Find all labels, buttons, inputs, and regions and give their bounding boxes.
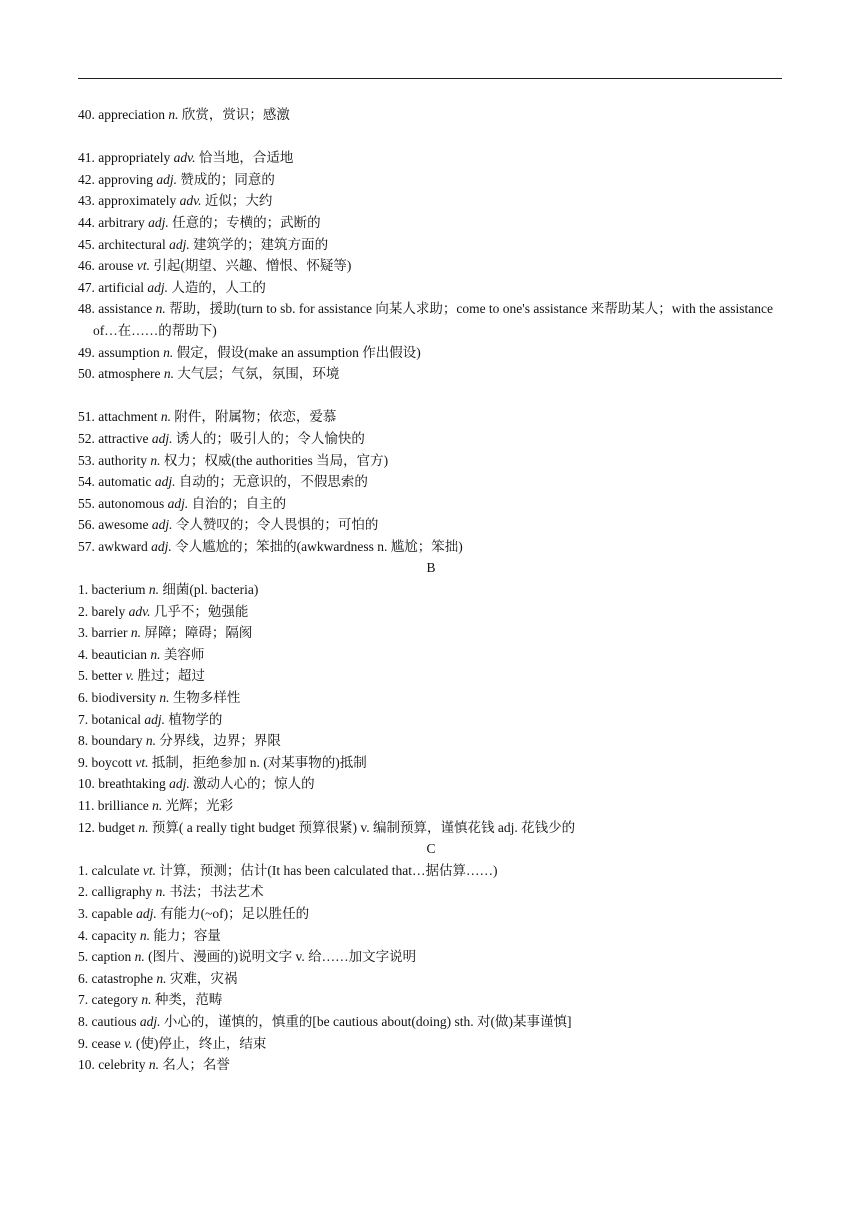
entry-definition: 生物多样性 <box>172 690 241 706</box>
entry-number: 1. <box>78 582 89 598</box>
entry-pos: n. <box>160 409 171 425</box>
entry-pos: vt. <box>135 754 149 770</box>
entry-number: 42. <box>78 171 95 187</box>
entry-definition: (图片、漫画的)说明文字 v. 给……加文字说明 <box>148 949 417 965</box>
entry-definition: 自治的；自主的 <box>191 495 287 511</box>
entry-definition: 令人尴尬的；笨拙的(awkwardness n. 尴尬；笨拙) <box>175 538 463 554</box>
entry-pos: n. <box>141 992 152 1008</box>
entry-definition: 恰当地，合适地 <box>198 150 294 166</box>
entry-word: atmosphere <box>98 366 161 382</box>
vocab-entry <box>78 342 784 364</box>
entry-definition: 光辉；光彩 <box>165 798 234 813</box>
entry-number: 41. <box>78 150 95 166</box>
entry-definition: 细菌(pl. bacteria) <box>162 582 259 598</box>
vocab-entry <box>78 169 784 191</box>
entry-definition: 令人赞叹的；令人畏惧的；可怕的 <box>175 517 379 533</box>
entry-definition: 引起(期望、兴趣、憎恨、怀疑等) <box>153 258 352 274</box>
entry-pos: adj. <box>147 279 168 295</box>
entry-number: 53. <box>78 452 95 468</box>
entry-definition: 帮助，援助(turn to sb. for assistance 向某人求助；come to one's assistance 来帮助某人；with the assistance of…在……的帮助下) <box>93 301 773 338</box>
entry-pos: vt. <box>142 862 156 878</box>
entry-number: 12. <box>78 819 95 835</box>
vocab-entry <box>78 428 784 450</box>
entry-pos: adj. <box>148 214 169 230</box>
entry-number: 6. <box>78 690 89 706</box>
entry-definition: 权力；权威(the authorities 当局，官方) <box>163 452 389 468</box>
vocab-entry <box>78 212 784 234</box>
entry-definition: 赞成的；同意的 <box>180 171 275 187</box>
entry-word: botanical <box>91 711 141 727</box>
entry-pos: n. <box>150 646 161 662</box>
entry-pos: n. <box>148 1057 159 1073</box>
entry-pos: adj. <box>144 711 165 727</box>
vocab-entry <box>78 903 784 925</box>
entry-number: 7. <box>78 992 89 1008</box>
entry-definition: 几乎不；勉强能 <box>153 603 249 619</box>
entry-pos: adj. <box>136 905 157 921</box>
vocab-entry <box>78 514 784 536</box>
vocab-entry <box>78 363 784 385</box>
entry-definition: 抵制，拒绝参加 n. (对某事物的)抵制 <box>151 754 367 770</box>
entry-definition: 欣赏，赏识；感激 <box>181 107 290 122</box>
entry-definition: 灾难，灾祸 <box>169 970 238 986</box>
entry-number: 10. <box>78 1057 95 1073</box>
entry-definition: 书法；书法艺术 <box>169 884 264 900</box>
entry-definition: 任意的；专横的；武断的 <box>172 214 321 230</box>
entry-word: boycott <box>91 754 132 770</box>
entry-pos: adj. <box>151 517 173 533</box>
entry-number: 46. <box>78 258 95 274</box>
entry-definition: 胜过；超过 <box>137 668 205 684</box>
vocab-entry <box>78 968 784 990</box>
entry-word: attractive <box>98 430 149 446</box>
entry-word: cautious <box>91 1013 137 1029</box>
vocab-entry <box>78 255 784 277</box>
entry-definition: 人造的，人工的 <box>171 279 266 295</box>
entry-definition: 激动人心的；惊人的 <box>193 776 315 792</box>
vocab-entry <box>78 665 784 687</box>
entry-pos: adj. <box>154 474 176 490</box>
entry-pos: v. <box>125 668 134 684</box>
entry-number: 9. <box>78 1035 89 1051</box>
entry-word: barrier <box>91 625 128 641</box>
entry-pos: n. <box>155 301 166 317</box>
entry-pos: adj. <box>169 776 190 792</box>
entry-number: 1. <box>78 862 89 878</box>
entry-word: breathtaking <box>98 776 166 792</box>
entry-pos: n. <box>150 452 161 468</box>
entry-number: 45. <box>78 236 95 252</box>
entry-pos: n. <box>163 344 174 360</box>
entry-number: 55. <box>78 495 95 511</box>
entry-pos: n. <box>168 107 179 122</box>
vocab-entry <box>78 946 784 968</box>
entry-number: 11. <box>78 798 95 813</box>
entry-word: barely <box>91 603 126 619</box>
vocab-entry <box>78 234 784 256</box>
entry-pos: n. <box>163 366 174 382</box>
entry-word: awkward <box>98 538 148 554</box>
entry-number: 2. <box>78 884 89 900</box>
vocab-entry <box>78 601 784 623</box>
entry-number: 4. <box>78 646 89 662</box>
entry-word: arouse <box>98 258 134 274</box>
entry-pos: vt. <box>136 258 150 274</box>
entry-number: 3. <box>78 625 89 641</box>
section-heading-b: B <box>426 560 436 576</box>
entry-word: assistance <box>98 301 153 317</box>
vocab-entry <box>78 450 784 472</box>
entry-pos: n. <box>130 625 141 641</box>
entry-definition: 附件，附属物；依恋，爱慕 <box>174 409 337 425</box>
entry-definition: 名人；名誉 <box>162 1057 230 1073</box>
entry-pos: n. <box>159 690 170 706</box>
entry-word: calligraphy <box>91 884 153 900</box>
entry-definition: 种类，范畴 <box>154 992 223 1008</box>
entry-pos: n. <box>145 733 156 749</box>
entry-number: 7. <box>78 711 89 727</box>
entry-pos: n. <box>134 949 145 965</box>
entry-pos: v. <box>124 1035 133 1051</box>
entry-definition: 诱人的；吸引人的；令人愉快的 <box>175 430 365 446</box>
vocab-entry <box>78 752 784 774</box>
entry-word: assumption <box>98 344 160 360</box>
entry-word: autonomous <box>98 495 165 511</box>
vocab-entry <box>78 536 784 558</box>
entry-number: 5. <box>78 949 89 965</box>
entry-definition: 有能力(~of)；足以胜任的 <box>160 905 310 921</box>
vocab-entry <box>78 1054 784 1076</box>
entry-definition: 自动的；无意识的，不假思索的 <box>178 474 368 490</box>
entry-number: 40. <box>78 107 95 122</box>
vocab-entry <box>78 147 784 169</box>
entry-number: 47. <box>78 279 95 295</box>
entry-pos: n. <box>156 970 167 986</box>
vocab-entry <box>78 881 784 903</box>
vocab-entry <box>78 1033 784 1055</box>
entry-word: boundary <box>91 733 143 749</box>
entry-word: catastrophe <box>91 970 153 986</box>
vocab-entry <box>78 1011 784 1033</box>
entry-number: 8. <box>78 1013 89 1029</box>
vocab-entry <box>78 104 784 126</box>
vocab-entry <box>78 709 784 731</box>
entry-word: architectural <box>98 236 166 252</box>
entry-word: capable <box>91 905 133 921</box>
entry-word: biodiversity <box>91 690 156 706</box>
entry-number: 5. <box>78 668 89 684</box>
vocabulary-list <box>78 104 784 1076</box>
entry-word: appropriately <box>98 150 171 166</box>
entry-word: category <box>91 992 138 1008</box>
entry-number: 49. <box>78 344 95 360</box>
entry-definition: (使)停止，终止，结束 <box>135 1035 267 1051</box>
entry-definition: 建筑学的；建筑方面的 <box>193 236 329 252</box>
entry-number: 56. <box>78 517 95 533</box>
entry-word: attachment <box>98 409 158 425</box>
entry-word: beautician <box>91 646 147 662</box>
group-spacer <box>78 385 784 407</box>
entry-word: authority <box>98 452 147 468</box>
vocab-entry <box>78 730 784 752</box>
entry-definition: 大气层；气氛，氛围，环境 <box>177 366 340 382</box>
entry-word: automatic <box>98 474 152 490</box>
entry-word: approximately <box>98 193 177 209</box>
entry-number: 6. <box>78 970 89 986</box>
entry-pos: adj. <box>169 236 190 252</box>
entry-word: better <box>91 668 123 684</box>
entry-definition: 小心的，谨慎的，慎重的[be cautious about(doing) sth. 对(做)某事谨慎] <box>163 1013 572 1029</box>
entry-word: celebrity <box>98 1057 146 1073</box>
entry-pos: n. <box>155 884 166 900</box>
vocab-entry <box>78 493 784 515</box>
entry-number: 54. <box>78 474 95 490</box>
entry-definition: 假定，假设(make an assumption 作出假设) <box>176 344 421 360</box>
entry-number: 4. <box>78 927 89 943</box>
entry-pos: n. <box>148 582 159 598</box>
entry-number: 52. <box>78 430 95 446</box>
group-spacer <box>78 126 784 148</box>
entry-number: 9. <box>78 754 89 770</box>
vocab-entry <box>78 579 784 601</box>
vocab-entry <box>78 622 784 644</box>
vocab-entry <box>78 687 784 709</box>
vocab-entry <box>78 925 784 947</box>
entry-definition: 屏障；障碍；隔阂 <box>144 625 253 641</box>
entry-pos: adj. <box>151 538 172 554</box>
entry-number: 10. <box>78 776 95 792</box>
header-rule <box>78 78 782 79</box>
vocab-entry <box>78 471 784 493</box>
vocab-entry <box>78 298 784 341</box>
entry-pos: adv. <box>128 603 151 619</box>
entry-word: arbitrary <box>98 214 145 230</box>
entry-number: 57. <box>78 538 95 554</box>
vocab-entry <box>78 190 784 212</box>
entry-word: artificial <box>98 279 144 295</box>
entry-word: appreciation <box>98 107 165 122</box>
entry-pos: adj. <box>139 1013 161 1029</box>
entry-pos: n. <box>139 927 150 943</box>
vocab-entry <box>78 795 784 817</box>
entry-number: 3. <box>78 905 89 921</box>
vocab-entry <box>78 773 784 795</box>
entry-word: cease <box>91 1035 121 1051</box>
entry-definition: 预算( a really tight budget 预算很紧) v. 编制预算，谨慎花钱 adj. 花钱少的 <box>151 819 576 835</box>
vocab-entry <box>78 406 784 428</box>
entry-pos: adv. <box>173 150 196 166</box>
entry-definition: 能力；容量 <box>153 927 221 943</box>
entry-word: brilliance <box>97 798 149 813</box>
entry-definition: 美容师 <box>163 646 205 662</box>
entry-word: capacity <box>91 927 137 943</box>
entry-pos: adj. <box>156 171 178 187</box>
entry-word: awesome <box>98 517 149 533</box>
vocab-entry <box>78 989 784 1011</box>
entry-word: approving <box>98 171 153 187</box>
entry-number: 8. <box>78 733 89 749</box>
entry-pos: n. <box>152 798 163 813</box>
vocab-entry <box>78 860 784 882</box>
section-heading-c: C <box>426 841 436 857</box>
vocab-entry <box>78 644 784 666</box>
entry-word: calculate <box>91 862 140 878</box>
entry-number: 43. <box>78 193 95 209</box>
entry-definition: 分界线，边界；界限 <box>159 733 281 749</box>
entry-number: 48. <box>78 301 95 317</box>
entry-pos: adj. <box>167 495 189 511</box>
entry-number: 51. <box>78 409 95 425</box>
entry-pos: adv. <box>179 193 202 209</box>
entry-number: 2. <box>78 603 89 619</box>
entry-number: 50. <box>78 366 95 382</box>
entry-definition: 近似；大约 <box>204 193 273 209</box>
entry-definition: 计算，预测；估计(It has been calculated that…据估算……) <box>159 862 498 878</box>
entry-word: caption <box>91 949 132 965</box>
vocab-entry <box>78 277 784 299</box>
entry-pos: adj. <box>151 430 173 446</box>
entry-word: budget <box>98 819 135 835</box>
entry-number: 44. <box>78 214 95 230</box>
entry-definition: 植物学的 <box>168 711 223 727</box>
entry-word: bacterium <box>91 582 146 598</box>
entry-pos: n. <box>138 819 149 835</box>
vocab-entry <box>78 817 784 839</box>
